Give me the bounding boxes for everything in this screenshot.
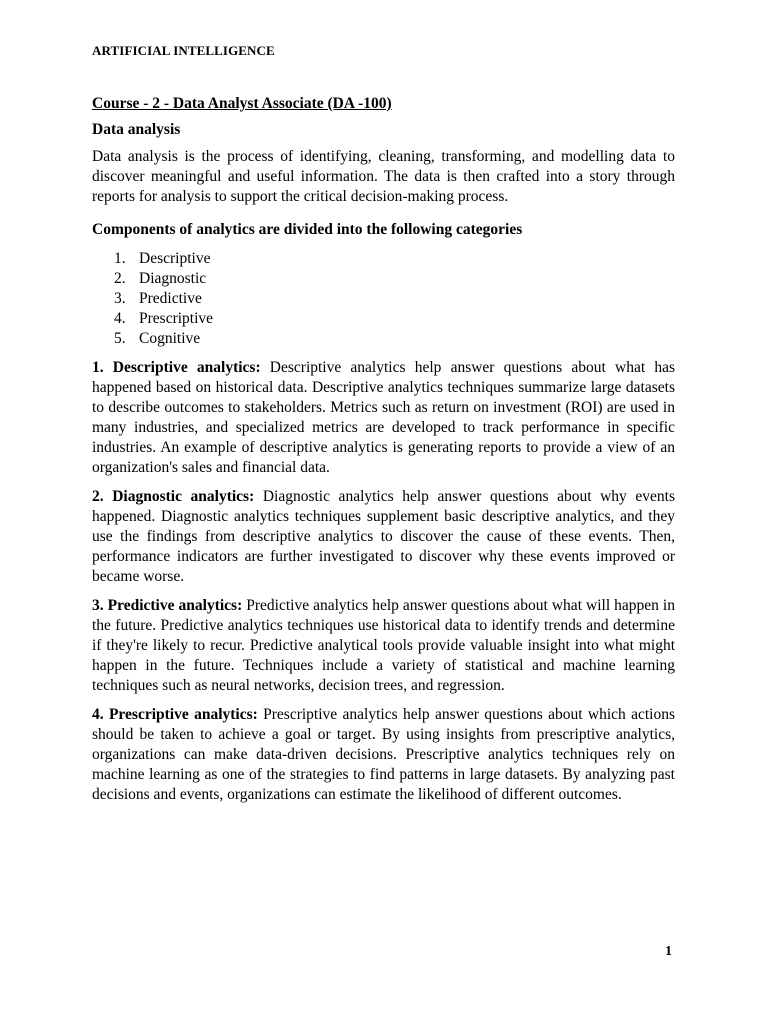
diagnostic-analytics-paragraph (92, 487, 675, 587)
list-item (92, 249, 675, 269)
paragraph-lead: 2. Diagnostic analytics: (92, 488, 255, 505)
paragraph-text: Descriptive analytics help answer questions about what has happened based on historical data. Descriptive analytics techniques summarize large datasets to describe outcomes to stakeholders. Metrics such as return on investment (ROI) are used in many industries, and specialized metrics are developed to track performance in specific industries. An example of descriptive analytics is generating reports to provide a view of an organization's sales and financial data. (92, 359, 675, 476)
prescriptive-analytics-paragraph (92, 705, 675, 805)
descriptive-analytics-paragraph (92, 358, 675, 478)
list-item-label: Diagnostic (139, 270, 207, 287)
paragraph-text: Prescriptive analytics help answer questions about which actions should be taken to achieve a goal or target. By using insights from prescriptive analytics, organizations can make data-driven decisions. Prescriptive analytics techniques rely on machine learning as one of the strategies to find patterns in large datasets. By analyzing past decisions and events, organizations can estimate the likelihood of different outcomes. (92, 706, 676, 803)
list-item-number: 3. (114, 290, 126, 307)
list-item-label: Descriptive (139, 250, 211, 267)
list-item (92, 289, 675, 309)
list-item (92, 269, 675, 289)
paragraph-lead: 4. Prescriptive analytics: (92, 706, 258, 723)
list-item-label: Predictive (139, 290, 202, 307)
course-title: Course - 2 - Data Analyst Associate (DA -100) (92, 95, 392, 112)
components-heading: Components of analytics are divided into the following categories (92, 221, 523, 238)
intro-paragraph: Data analysis is the process of identifying, cleaning, transforming, and modelling data to discover meaningful and useful information. The data is then crafted into a story through reports for analysis to support the critical decision-making process. (92, 148, 675, 205)
list-item-label: Cognitive (139, 330, 201, 347)
paragraph-lead: 1. Descriptive analytics: (92, 359, 261, 376)
list-item-label: Prescriptive (139, 310, 214, 327)
list-item (92, 309, 675, 329)
section-title: Data analysis (92, 121, 181, 138)
paragraph-lead: 3. Predictive analytics: (92, 597, 243, 614)
list-item-number: 1. (114, 250, 126, 267)
paragraph-text: Predictive analytics help answer questions about what will happen in the future. Predictive analytics techniques use historical data to identify trends and determine if they're likely to recur. Predictive analytical tools provide valuable insight into what might happen in the future. Techniques include a variety of statistical and machine learning techniques such as neural networks, decision trees, and regression. (92, 597, 675, 694)
list-item-number: 2. (114, 270, 126, 287)
page-content (92, 43, 675, 814)
running-header: ARTIFICIAL INTELLIGENCE (92, 43, 275, 58)
page-number: 1 (665, 944, 672, 959)
list-item-number: 4. (114, 310, 126, 327)
list-item-number: 5. (114, 330, 126, 347)
predictive-analytics-paragraph (92, 596, 675, 696)
list-item (92, 329, 675, 349)
paragraph-text: Diagnostic analytics help answer questions about why events happened. Diagnostic analytics techniques supplement basic descriptive analytics, and they use the findings from descriptive analytics to discover the cause of these events. Then, performance indicators are further investigated to discover why these events improved or became worse. (92, 488, 675, 585)
categories-list (92, 249, 675, 349)
